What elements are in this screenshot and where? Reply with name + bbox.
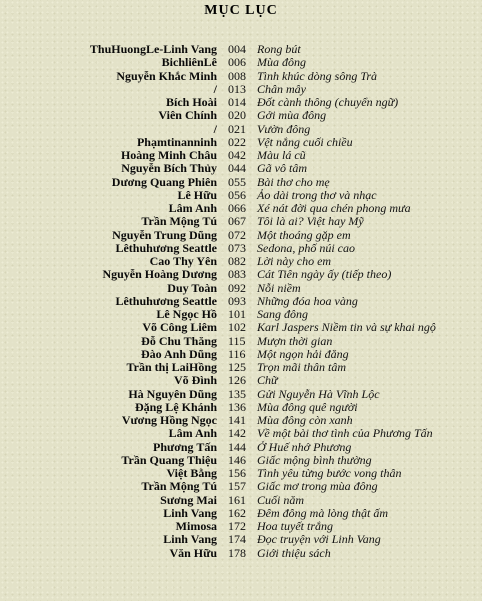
entry-page-number: 066	[228, 201, 246, 215]
entry-title: Giới thiệu sách	[257, 545, 331, 560]
entry-author: Trần thị LaiHồng	[126, 360, 217, 374]
toc-entry	[0, 374, 482, 387]
toc-entry	[0, 494, 482, 507]
entry-author: Võ Công Liêm	[142, 320, 217, 335]
entry-title: Một thoáng gặp em	[257, 227, 351, 242]
entry-author: Phạmtinanninh	[136, 134, 217, 149]
toc-entry	[0, 136, 482, 149]
toc-entry	[0, 321, 482, 334]
entry-author: /	[213, 81, 217, 96]
entry-page-number: 101	[228, 307, 246, 321]
entry-author: Hoàng Minh Châu	[120, 148, 217, 162]
toc-entry	[0, 96, 482, 109]
entry-title: Rong bút	[257, 42, 301, 56]
table-of-contents	[0, 43, 482, 560]
toc-entry	[0, 189, 482, 202]
entry-title: Gã vô tâm	[257, 161, 307, 176]
entry-title: Tình khúc dòng sông Trà	[257, 68, 378, 83]
entry-author: Lêthuhương Seattle	[115, 293, 217, 308]
entry-author: Trần Quang Thiệu	[121, 452, 217, 467]
entry-page-number: 014	[228, 95, 246, 109]
entry-page-number: 116	[228, 346, 246, 361]
toc-entry	[0, 282, 482, 295]
entry-page-number: 162	[228, 505, 246, 520]
entry-title: Sedona, phố núi cao	[257, 240, 355, 255]
entry-author: Dương Quang Phiên	[111, 174, 217, 189]
toc-entry	[0, 255, 482, 268]
entry-title: Hoa tuyết trắng	[257, 519, 333, 533]
entry-page-number: 073	[228, 240, 246, 255]
entry-page-number: 172	[228, 519, 246, 533]
entry-author: Lêthuhương Seattle	[115, 240, 217, 255]
entry-title: Xé nát đời qua chén phong mưa	[257, 201, 411, 215]
toc-entry	[0, 295, 482, 308]
entry-page-number: 006	[228, 55, 246, 70]
entry-title: Mùa đông	[257, 55, 306, 70]
entry-page-number: 004	[228, 42, 246, 56]
entry-page-number: 115	[228, 333, 246, 348]
entry-author: Đỗ Chu Thăng	[141, 333, 217, 348]
entry-author: ThuHuongLe-Linh Vang	[89, 42, 217, 56]
toc-entry	[0, 454, 482, 467]
entry-author: Mimosa	[175, 519, 217, 533]
toc-entry	[0, 348, 482, 361]
entry-page-number: 144	[228, 439, 246, 454]
entry-author: Võ Đình	[173, 373, 217, 388]
toc-entry	[0, 467, 482, 480]
entry-author: Văn Hữu	[169, 545, 217, 560]
entry-author: Đào Anh Dũng	[140, 346, 217, 361]
entry-author: Nguyễn Trung Dũng	[112, 227, 217, 242]
toc-entry	[0, 123, 482, 136]
entry-title: Một ngọn hải đăng	[257, 346, 349, 361]
entry-page-number: 067	[228, 214, 246, 229]
entry-title: Ảo dài trong thơ và nhạc	[257, 187, 377, 202]
entry-title: Đốt cành thông (chuyển ngữ)	[257, 95, 399, 109]
entry-page-number: 044	[228, 161, 246, 176]
entry-author: Viên Chính	[158, 108, 217, 123]
toc-entry	[0, 427, 482, 440]
entry-page-number: 055	[228, 174, 246, 189]
entry-author: Lâm Anh	[168, 201, 217, 215]
entry-page-number: 161	[228, 492, 246, 507]
entry-title: Tôi là ai? Việt hay Mỹ	[257, 214, 364, 229]
entry-title: Cuối năm	[257, 492, 305, 507]
toc-entry	[0, 335, 482, 348]
entry-title: Giấc mơ trong mùa đông	[257, 479, 378, 494]
entry-author: Duy Toàn	[167, 280, 217, 295]
entry-author: Nguyễn Hoàng Dương	[102, 267, 217, 282]
entry-title: Cát Tiên ngày ấy (tiếp theo)	[257, 267, 392, 282]
entry-author: Lâm Anh	[168, 426, 217, 441]
toc-entry	[0, 162, 482, 175]
entry-page-number: 157	[228, 479, 246, 494]
entry-title: Bài thơ cho mẹ	[257, 174, 330, 189]
entry-author: Trần Mộng Tú	[141, 479, 217, 494]
entry-page-number: 022	[228, 134, 246, 149]
entry-page-number: 013	[228, 81, 246, 96]
entry-title: Lời này cho em	[257, 254, 332, 268]
toc-entry	[0, 70, 482, 83]
entry-title: Gởi mùa đông	[257, 108, 327, 123]
toc-entry	[0, 533, 482, 546]
entry-page-number: 135	[228, 386, 246, 401]
entry-title: Mượn thời gian	[257, 333, 333, 348]
entry-page-number: 092	[228, 280, 246, 295]
entry-author: Bích Hoài	[165, 95, 217, 109]
toc-entry	[0, 507, 482, 520]
entry-title: Vườn đông	[257, 121, 311, 136]
toc-entry	[0, 242, 482, 255]
entry-title: Về một bài thơ tình của Phương Tấn	[257, 426, 433, 441]
entry-author: Hà Nguyên Dũng	[128, 386, 217, 401]
entry-page-number: 056	[228, 187, 246, 202]
entry-page-number: 126	[228, 373, 246, 388]
entry-page-number: 178	[228, 545, 246, 560]
entry-page-number: 042	[228, 148, 246, 162]
toc-entry	[0, 176, 482, 189]
entry-author: Nguyễn Khắc Minh	[116, 68, 217, 83]
entry-title: Mùa đông còn xanh	[257, 413, 353, 427]
entry-author: Lê Ngọc Hồ	[156, 307, 217, 321]
toc-entry	[0, 547, 482, 560]
toc-entry	[0, 520, 482, 533]
entry-page-number: 174	[228, 532, 246, 547]
toc-entry	[0, 401, 482, 414]
toc-entry	[0, 361, 482, 374]
entry-page-number: 008	[228, 68, 246, 83]
entry-page-number: 156	[228, 466, 246, 480]
entry-title: Vệt nắng cuối chiều	[257, 134, 353, 149]
toc-entry	[0, 56, 482, 69]
entry-title: Tình yêu từng bước vong thân	[257, 466, 402, 480]
entry-page-number: 021	[228, 121, 246, 136]
entry-author: Linh Vang	[163, 532, 217, 547]
entry-page-number: 136	[228, 399, 246, 414]
entry-author: Cao Thy Yên	[149, 254, 217, 268]
page-title: MỤC LỤC	[204, 3, 278, 18]
entry-page-number: 141	[228, 413, 246, 427]
entry-author: Linh Vang	[163, 505, 217, 520]
entry-title: Những đóa hoa vàng	[257, 293, 358, 308]
entry-page-number: 142	[228, 426, 246, 441]
entry-author: Lê Hữu	[177, 187, 217, 202]
toc-entry	[0, 202, 482, 215]
entry-author: /	[213, 121, 217, 136]
entry-author: Đặng Lệ Khánh	[134, 399, 217, 414]
entry-author: Sương Mai	[160, 492, 217, 507]
toc-entry	[0, 480, 482, 493]
entry-page-number: 082	[228, 254, 246, 268]
toc-entry	[0, 149, 482, 162]
entry-author: Trần Mộng Tú	[141, 214, 217, 229]
entry-title: Đêm đông mà lòng thật ấm	[257, 505, 388, 520]
toc-entry	[0, 414, 482, 427]
entry-title: Chữ	[257, 373, 278, 388]
entry-title: Gửi Nguyễn Hà Vĩnh Lộc	[257, 386, 380, 401]
toc-entry	[0, 229, 482, 242]
entry-title: Ở Huế nhớ Phương	[257, 439, 352, 454]
entry-author: Phương Tấn	[153, 439, 217, 454]
entry-title: Đọc truyện với Linh Vang	[257, 532, 381, 547]
entry-page-number: 072	[228, 227, 246, 242]
toc-entry	[0, 441, 482, 454]
entry-title: Nỗi niềm	[257, 280, 301, 295]
toc-entry	[0, 268, 482, 281]
entry-title: Sang đông	[257, 307, 308, 321]
entry-page-number: 102	[228, 320, 246, 335]
entry-page-number: 083	[228, 267, 246, 282]
entry-author: Nguyễn Bích Thủy	[121, 161, 217, 176]
entry-author: Vương Hồng Ngọc	[121, 413, 217, 427]
toc-entry	[0, 215, 482, 228]
entry-page-number: 125	[228, 360, 246, 374]
entry-title: Chân mây	[257, 81, 306, 96]
toc-entry	[0, 83, 482, 96]
entry-page-number: 146	[228, 452, 246, 467]
toc-entry	[0, 308, 482, 321]
entry-title: Màu lá cũ	[257, 148, 306, 162]
entry-author: BichliênLê	[161, 55, 217, 70]
entry-title: Giấc mộng bình thường	[257, 452, 372, 467]
entry-page-number: 020	[228, 108, 246, 123]
entry-title: Trọn mãi thân tâm	[257, 360, 347, 374]
toc-entry	[0, 109, 482, 122]
entry-title: Mùa đông quê người	[257, 399, 358, 414]
entry-page-number: 093	[228, 293, 246, 308]
toc-entry	[0, 43, 482, 56]
toc-entry	[0, 388, 482, 401]
entry-title: Karl Jaspers Niềm tin và sự khai ngộ	[257, 320, 436, 335]
entry-author: Việt Bằng	[166, 466, 217, 480]
